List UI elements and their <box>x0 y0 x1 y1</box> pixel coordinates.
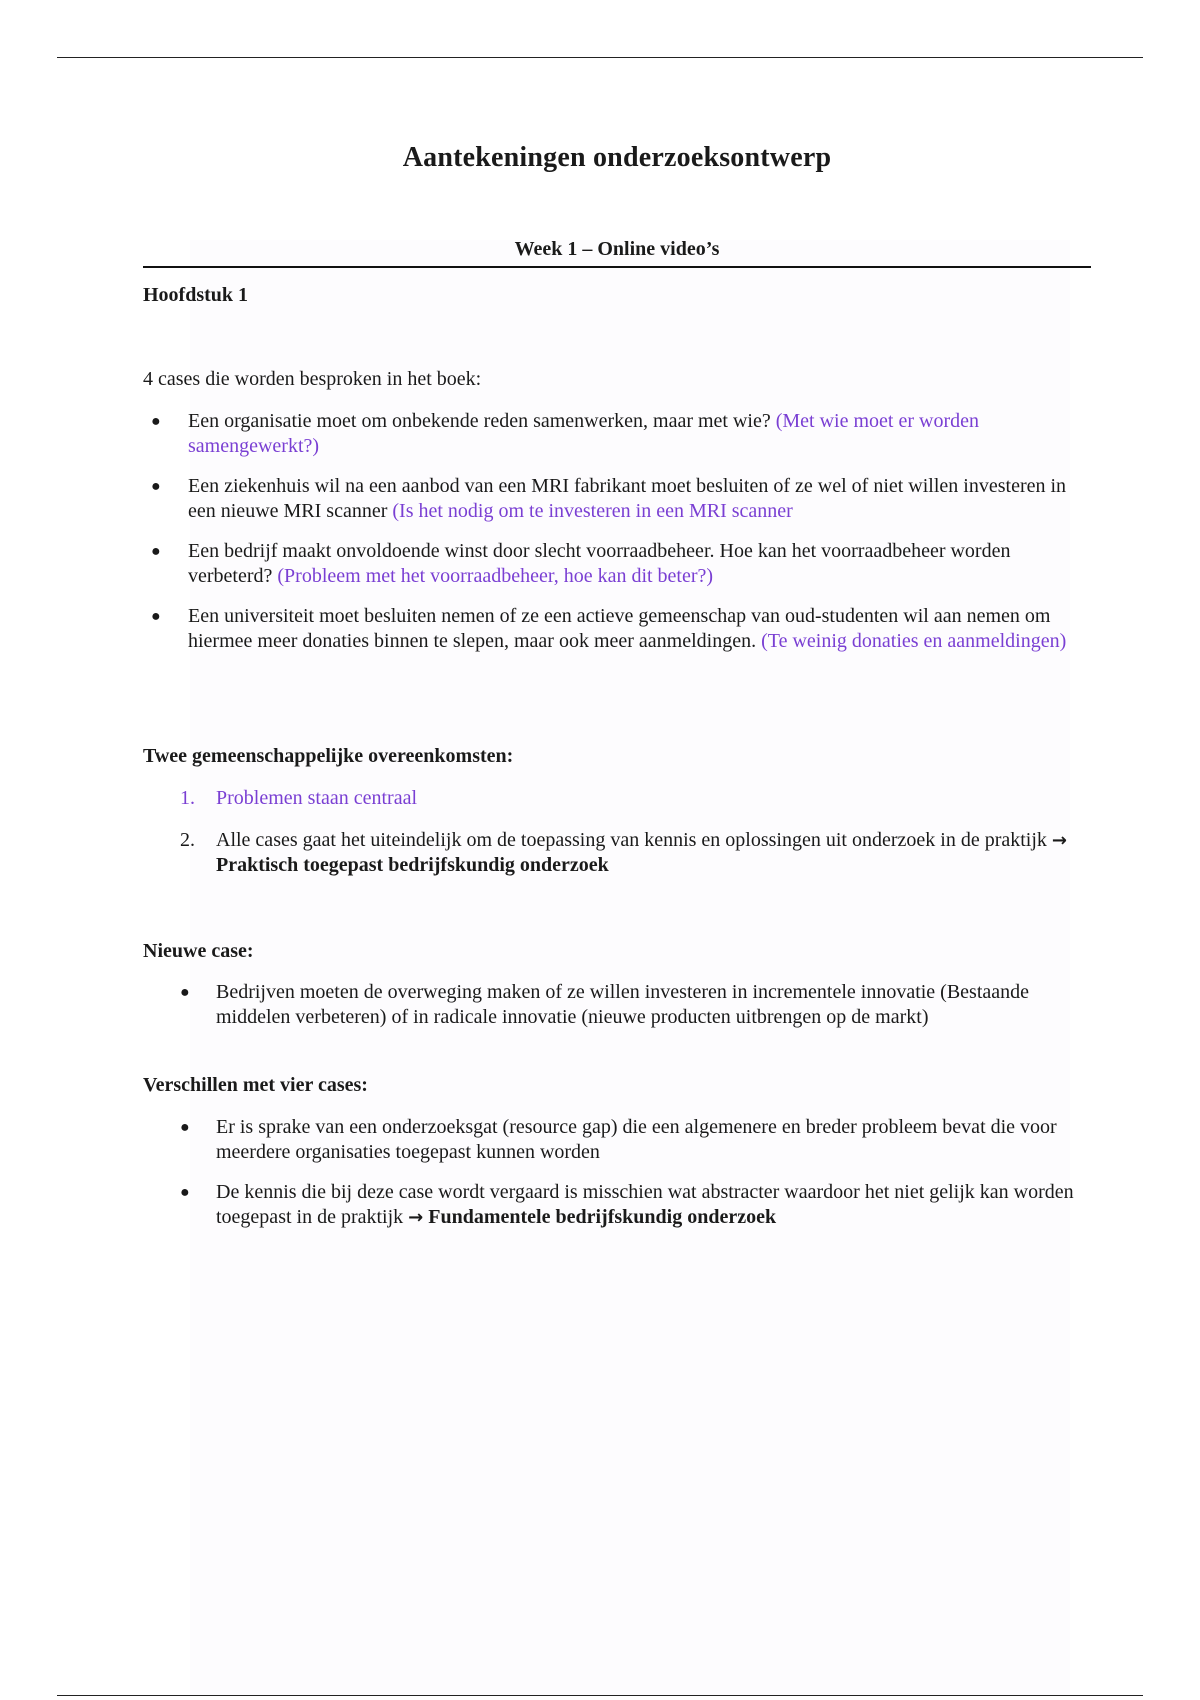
bottom-page-rule <box>57 1695 1143 1696</box>
difference-emphasis: Fundamentele bedrijfskundig onderzoek <box>428 1206 777 1228</box>
list-item <box>143 604 1091 654</box>
bullet-icon: ● <box>180 1119 190 1136</box>
bullet-icon: ● <box>151 543 161 560</box>
agreement-emphasis: Praktisch toegepast bedrijfskundig onderzoek <box>216 854 609 876</box>
agreement-text: Problemen staan centraal <box>216 787 418 809</box>
bullet-icon: ● <box>180 984 190 1001</box>
list-item <box>143 828 1091 878</box>
case-note: (Met wie moet er worden samengewerkt?) <box>188 410 979 457</box>
list-item <box>143 1115 1091 1165</box>
difference-text: Er is sprake van een onderzoeksgat (resource gap) die een algemenere en breder probleem bevat die voor meerdere organisaties toegepast kunnen worden <box>216 1116 1057 1163</box>
case-note: (Probleem met het voorraadbeheer, hoe kan dit beter?) <box>277 565 714 587</box>
new-case-text: Bedrijven moeten de overweging maken of ze willen investeren in incrementele innovatie (Bestaande middelen verbeteren) of in radicale innovatie (nieuwe producten uitbrengen op de markt) <box>216 981 1030 1028</box>
list-item <box>143 980 1091 1030</box>
chapter-heading: Hoofdstuk 1 <box>143 284 249 306</box>
agreement-text: Alle cases gaat het uiteindelijk om de toepassing van kennis en oplossingen uit onderzoek in de praktijk <box>216 829 1047 851</box>
case-text: Een bedrijf maakt onvoldoende winst door slecht voorraadbeheer. Hoe kan het voorraadbeheer worden verbeterd? <box>188 540 1011 587</box>
agreements-list <box>143 786 1091 878</box>
list-item <box>143 409 1091 459</box>
bullet-icon: ● <box>151 478 161 495</box>
item-number: 1. <box>180 787 195 809</box>
list-item <box>143 786 1091 811</box>
difference-text: De kennis die bij deze case wordt vergaard is misschien wat abstracter waardoor het niet gelijk kan worden toegepast in de praktijk <box>216 1181 1074 1228</box>
bullet-icon: ● <box>151 608 161 625</box>
list-item <box>143 1180 1091 1230</box>
bullet-icon: ● <box>180 1184 190 1201</box>
differences-heading: Verschillen met vier cases: <box>143 1074 368 1096</box>
list-item <box>143 539 1091 589</box>
new-case-heading: Nieuwe case: <box>143 940 254 962</box>
document-title: Aantekeningen onderzoeksontwerp <box>402 142 832 173</box>
case-text: Een ziekenhuis wil na een aanbod van een MRI fabrikant moet besluiten of ze wel of niet willen investeren in een nieuwe MRI scanner <box>188 475 1067 522</box>
arrow-right-icon: → <box>408 1207 424 1228</box>
cases-list <box>143 409 1091 669</box>
agreements-heading: Twee gemeenschappelijke overeenkomsten: <box>143 745 514 767</box>
item-number: 2. <box>180 829 195 851</box>
differences-list <box>143 1115 1091 1230</box>
case-note: (Is het nodig om te investeren in een MRI scanner <box>392 500 793 522</box>
cases-intro: 4 cases die worden besproken in het boek: <box>143 368 482 390</box>
case-text: Een universiteit moet besluiten nemen of ze een actieve gemeenschap van oud-studenten wil aan nemen om hiermee meer donaties binnen te slepen, maar ook meer aanmeldingen. <box>188 605 1051 652</box>
arrow-right-icon: → <box>1051 830 1068 851</box>
bullet-icon: ● <box>151 413 161 430</box>
case-text: Een organisatie moet om onbekende reden samenwerken, maar met wie? <box>188 410 771 432</box>
list-item <box>143 474 1091 524</box>
week-heading-rule <box>143 266 1091 268</box>
week-heading: Week 1 – Online video’s <box>514 238 720 260</box>
new-case-list <box>143 980 1091 1030</box>
case-note: (Te weinig donaties en aanmeldingen) <box>761 630 1067 652</box>
top-page-rule <box>57 57 1143 58</box>
